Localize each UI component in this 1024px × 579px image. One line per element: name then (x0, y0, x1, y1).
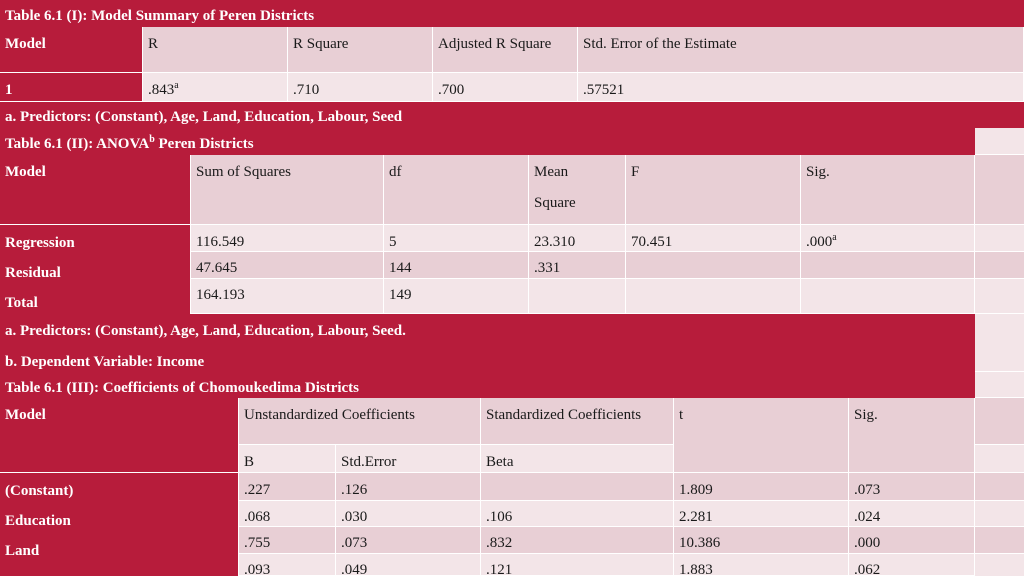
table2-row3-ss: 164.193 (191, 279, 384, 314)
table2-header-sum-of-squares: Sum of Squares (191, 155, 384, 225)
table1-cell-model: 1 (0, 73, 143, 102)
table2-row2-ms: .331 (529, 252, 626, 279)
table2-title-bar (0, 128, 975, 155)
table3-row4-filler (975, 554, 1024, 576)
table3-header-sig: Sig. (849, 398, 975, 473)
table3-row2-se: .030 (336, 501, 481, 527)
table2-row2-f (626, 252, 801, 279)
table3-title: Table 6.1 (III): Coefficients of Chomoukedima Districts (5, 380, 360, 396)
table3-row-label-education: Education (5, 513, 71, 529)
table3-subheader-b: B (239, 445, 336, 473)
table3-header-unstandardized: Unstandardized Coefficients (239, 398, 481, 445)
table2-row-label-regression: Regression (5, 235, 75, 251)
table2-footnote-a: a. Predictors: (Constant), Age, Land, Education, Labour, Seed. (5, 323, 406, 339)
table3-row2-sig: .024 (849, 501, 975, 527)
table3-row1-b: .227 (239, 473, 336, 501)
table3-row4-beta: .121 (481, 554, 674, 576)
table2-title: Table 6.1 (II): ANOVA$^b$ Peren Districts (5, 134, 254, 152)
table1-footnote: a. Predictors: (Constant), Age, Land, Education, Labour, Seed (5, 109, 403, 125)
table2-row1-df: 5 (384, 225, 529, 252)
table2-row3-f (626, 279, 801, 314)
table2-row3-df: 149 (384, 279, 529, 314)
table2-header-df: df (384, 155, 529, 225)
table2-label-column (0, 225, 191, 314)
table1-cell-r-square: .710 (288, 73, 433, 102)
table2-row-label-residual: Residual (5, 265, 61, 281)
table2-header-filler (975, 155, 1024, 225)
table2-header-model: Model (0, 155, 191, 225)
table3-row3-b: .755 (239, 527, 336, 554)
table3-row2-beta: .106 (481, 501, 674, 527)
table2-row1-sig: .000$^a$ (801, 225, 975, 252)
table3-row1-sig: .073 (849, 473, 975, 501)
table2-row-label-total: Total (5, 295, 38, 311)
table3-row1-filler (975, 473, 1024, 501)
table3-row3-t: 10.386 (674, 527, 849, 554)
table3-header-standardized: Standardized Coefficients (481, 398, 674, 445)
table3-title-filler (975, 372, 1024, 398)
table3-header-model: Model (0, 398, 239, 473)
table3-row1-beta (481, 473, 674, 501)
table2-row3-sig (801, 279, 975, 314)
table1-title-bar (0, 0, 1024, 27)
table1-title: Table 6.1 (I): Model Summary of Peren Districts (5, 8, 315, 24)
table3-row-label-constant: (Constant) (5, 483, 74, 499)
table3-row3-filler (975, 527, 1024, 554)
table2-title-filler (975, 128, 1024, 155)
table2-row1-ss: 116.549 (191, 225, 384, 252)
table2-row3-filler (975, 279, 1024, 314)
table3-row3-beta: .832 (481, 527, 674, 554)
table3-row3-se: .073 (336, 527, 481, 554)
table3-header-filler-2 (975, 445, 1024, 473)
table3-row1-se: .126 (336, 473, 481, 501)
table2-row2-ss: 47.645 (191, 252, 384, 279)
table3-row1-t: 1.809 (674, 473, 849, 501)
table2-header-sig: Sig. (801, 155, 975, 225)
table1-cell-adj-r-square: .700 (433, 73, 578, 102)
table2-footnote-filler (975, 314, 1024, 372)
table2-header-f: F (626, 155, 801, 225)
table3-row-label-land: Land (5, 543, 40, 559)
table2-row2-sig (801, 252, 975, 279)
table3-header-t: t (674, 398, 849, 473)
table3-row4-se: .049 (336, 554, 481, 576)
table2-header-mean-square: Mean Square (529, 155, 626, 225)
table2-row2-filler (975, 252, 1024, 279)
table1-cell-r: .843$^a$ (143, 73, 288, 102)
table1-header-r: R (143, 27, 288, 73)
table1-footnote-bar (0, 102, 1024, 128)
table2-row1-f: 70.451 (626, 225, 801, 252)
table2-row1-filler (975, 225, 1024, 252)
table3-row3-sig: .000 (849, 527, 975, 554)
table1-header-r-square: R Square (288, 27, 433, 73)
table3-row4-b: .093 (239, 554, 336, 576)
table1-header-model: Model (0, 27, 143, 73)
table2-row3-ms (529, 279, 626, 314)
table2-row1-ms: 23.310 (529, 225, 626, 252)
table3-row4-t: 1.883 (674, 554, 849, 576)
table3-row4-sig: .062 (849, 554, 975, 576)
table3-row2-t: 2.281 (674, 501, 849, 527)
table3-row2-filler (975, 501, 1024, 527)
table2-footnote-b: b. Dependent Variable: Income (5, 354, 205, 370)
table3-title-bar (0, 372, 975, 398)
table3-label-column (0, 473, 239, 576)
table2-row2-df: 144 (384, 252, 529, 279)
table2-footnote-block (0, 314, 975, 372)
table3-subheader-beta: Beta (481, 445, 674, 473)
table1-header-std-error: Std. Error of the Estimate (578, 27, 1024, 73)
table3-subheader-std-error: Std.Error (336, 445, 481, 473)
table3-row2-b: .068 (239, 501, 336, 527)
table1-header-adj-r-square: Adjusted R Square (433, 27, 578, 73)
table3-header-filler-1 (975, 398, 1024, 445)
table1-cell-std-error: .57521 (578, 73, 1024, 102)
